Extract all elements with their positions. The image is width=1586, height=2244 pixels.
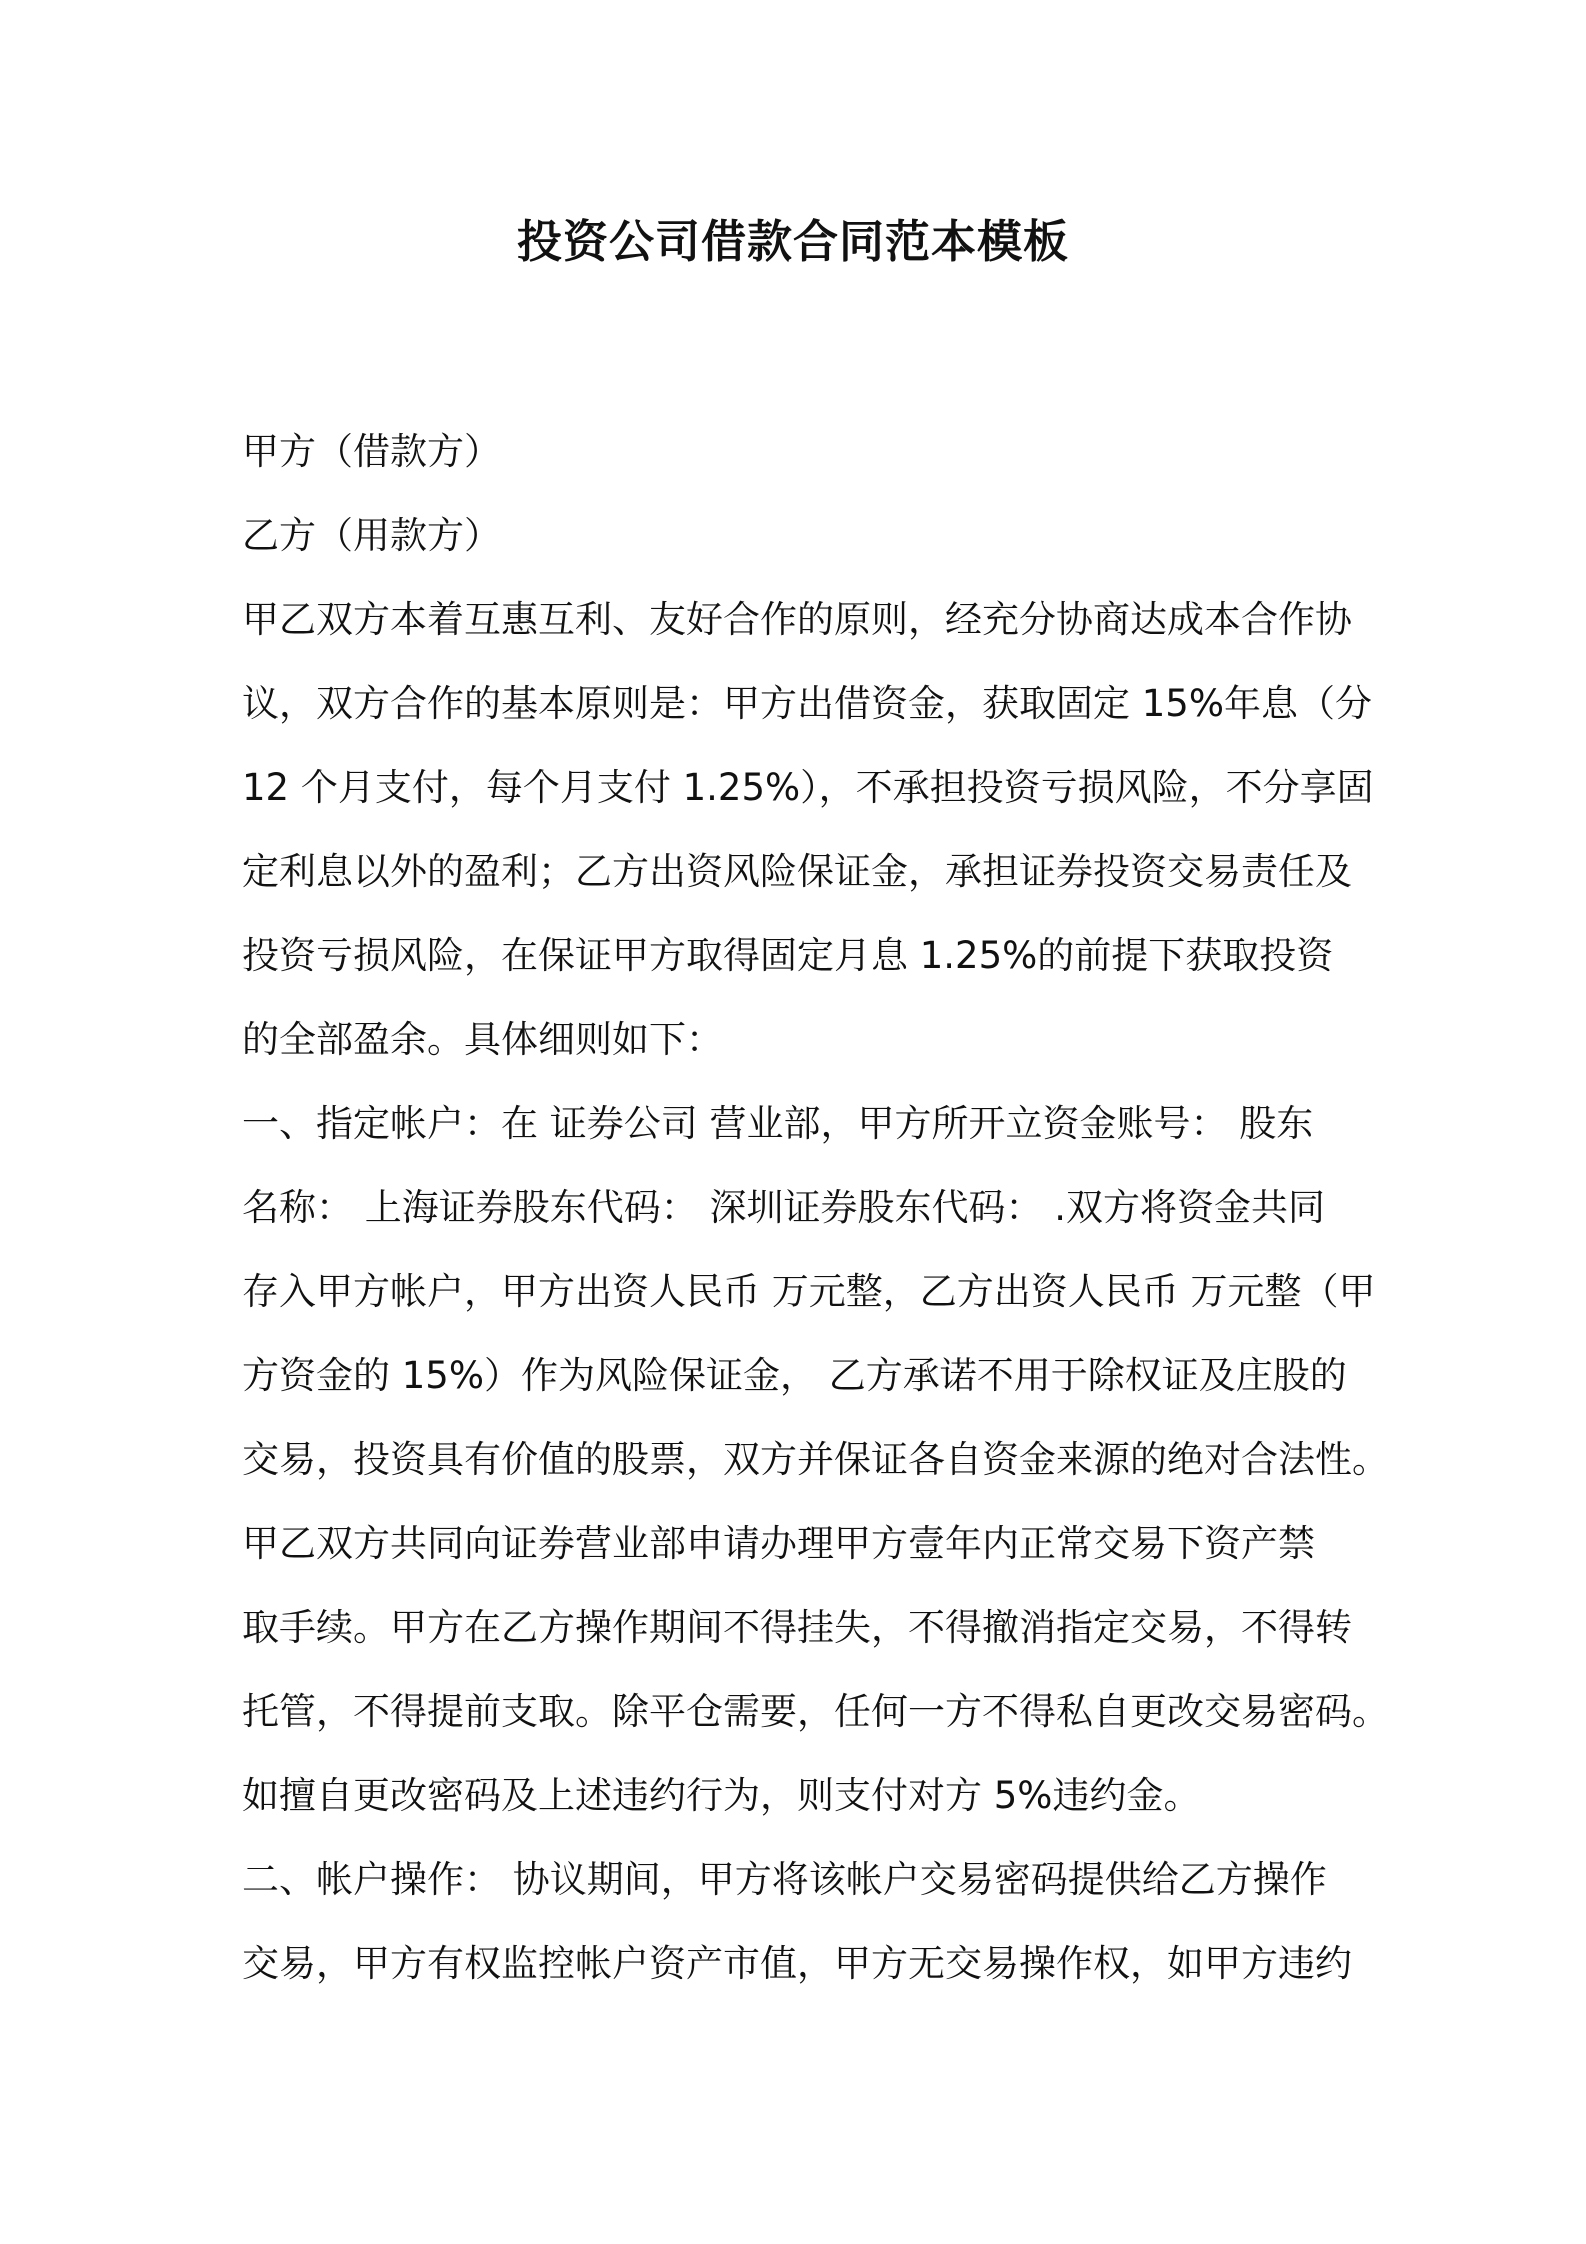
text-line: 取手续。甲方在乙方操作期间不得挂失，不得撤消指定交易，不得转	[242, 1606, 1352, 1649]
text-line: 甲方（借款方）	[242, 430, 501, 473]
text-line: 名称： 上海证券股东代码： 深圳证券股东代码： .双方将资金共同	[242, 1186, 1326, 1229]
text-line: 托管，不得提前支取。除平仓需要，任何一方不得私自更改交易密码。	[242, 1690, 1389, 1733]
text-line: 交易，甲方有权监控帐户资产市值，甲方无交易操作权，如甲方违约	[242, 1942, 1352, 1985]
text-line: 甲乙双方本着互惠互利、友好合作的原则，经充分协商达成本合作协	[242, 598, 1352, 641]
text-line: 议，双方合作的基本原则是：甲方出借资金，获取固定 15%年息（分	[242, 682, 1372, 725]
text-line: 一、指定帐户：在 证券公司 营业部，甲方所开立资金账号： 股东	[242, 1102, 1314, 1145]
text-line: 定利息以外的盈利；乙方出资风险保证金，承担证券投资交易责任及	[242, 850, 1352, 893]
text-line: 二、帐户操作： 协议期间，甲方将该帐户交易密码提供给乙方操作	[242, 1858, 1327, 1901]
text-line: 的全部盈余。具体细则如下：	[242, 1018, 723, 1061]
text-line: 12 个月支付，每个月支付 1.25%），不承担投资亏损风险，不分享固	[242, 766, 1374, 809]
text-line: 乙方（用款方）	[242, 514, 501, 557]
text-line: 交易，投资具有价值的股票，双方并保证各自资金来源的绝对合法性。	[242, 1438, 1389, 1481]
text-line: 存入甲方帐户，甲方出资人民币 万元整，乙方出资人民币 万元整（甲	[242, 1270, 1376, 1313]
text-line: 方资金的 15%）作为风险保证金， 乙方承诺不用于除权证及庄股的	[242, 1354, 1347, 1397]
document-title: 投资公司借款合同范本模板	[516, 215, 1069, 268]
text-line: 甲乙双方共同向证券营业部申请办理甲方壹年内正常交易下资产禁	[242, 1522, 1315, 1565]
text-line: 投资亏损风险，在保证甲方取得固定月息 1.25%的前提下获取投资	[242, 934, 1334, 977]
text-line: 如擅自更改密码及上述违约行为，则支付对方 5%违约金。	[242, 1774, 1201, 1817]
document-body	[242, 410, 1389, 2006]
